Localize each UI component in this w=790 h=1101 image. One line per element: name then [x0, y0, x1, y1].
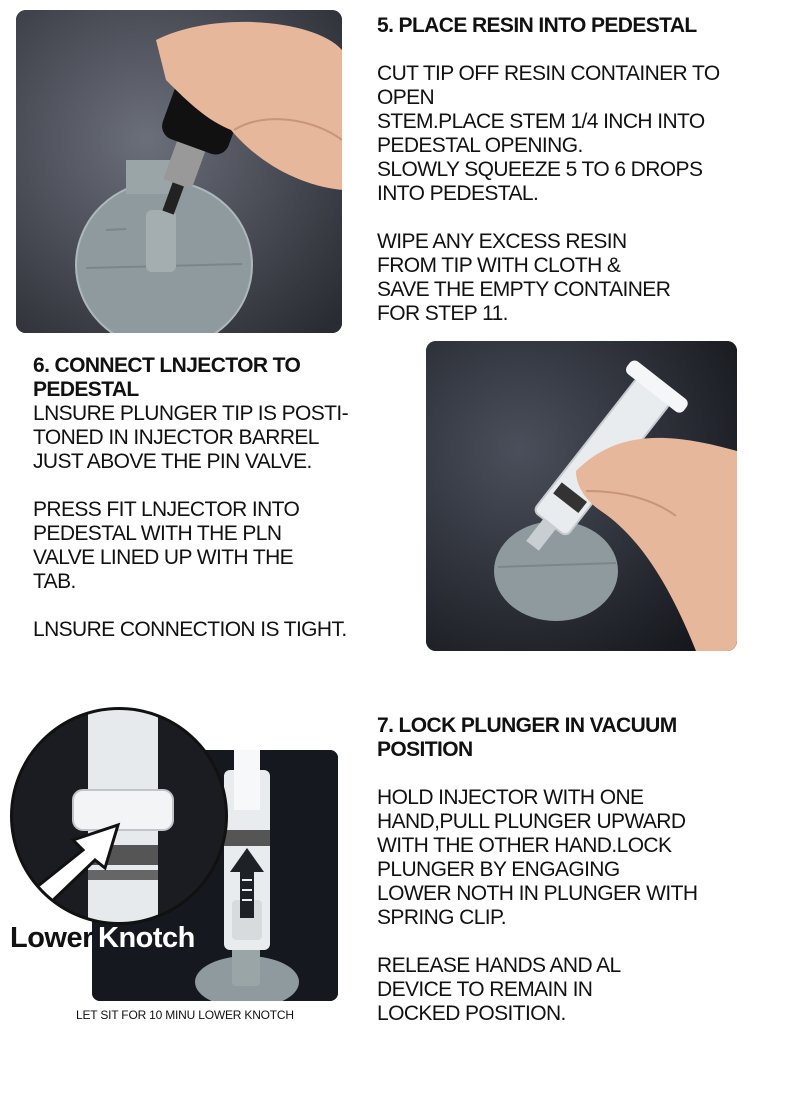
step6-instructions: LNSURE PLUNGER TIP IS POSTI- TONED IN INJECTOR BARREL JUST ABOVE THE PIN VALVE. — [33, 402, 349, 473]
step7-title: 7. LOCK PLUNGER IN VACUUM POSITION — [377, 714, 677, 761]
inset-zoom-circle — [10, 707, 228, 925]
step5-instructions: CUT TIP OFF RESIN CONTAINER TO OPEN STEM.PLACE STEM 1/4 INCH INTO PEDESTAL OPENING. SLOWLY SQUEEZE 5 TO 6 DROPS INTO PEDESTAL. — [377, 62, 720, 205]
step6-press-fit-note: PRESS FIT LNJECTOR INTO PEDESTAL WITH THE PLN VALVE LINED UP WITH THE TAB. — [33, 498, 300, 593]
photo-caption: LET SIT FOR 10 MINU LOWER KNOTCH — [76, 1008, 294, 1022]
photo-resin-into-pedestal — [16, 10, 342, 333]
step7-instructions: HOLD INJECTOR WITH ONE HAND,PULL PLUNGER UPWARD WITH THE OTHER HAND.LOCK PLUNGER BY ENGAGING LOWER NOTH IN PLUNGER WITH SPRING CLIP. — [377, 786, 698, 929]
step6-tight-note: LNSURE CONNECTION IS TIGHT. — [33, 618, 347, 641]
step6-title: 6. CONNECT LNJECTOR TO PEDESTAL — [33, 354, 301, 401]
step5-title: 5. PLACE RESIN INTO PEDESTAL — [377, 14, 697, 37]
step5-cleanup-note: WIPE ANY EXCESS RESIN FROM TIP WITH CLOTH & SAVE THE EMPTY CONTAINER FOR STEP 11. — [377, 230, 671, 325]
step7-release-note: RELEASE HANDS AND AL DEVICE TO REMAIN IN LOCKED POSITION. — [377, 954, 621, 1025]
label-knotch: Knotch — [98, 922, 195, 954]
label-lower: Lower — [10, 922, 93, 954]
photo-connect-injector — [426, 341, 737, 651]
